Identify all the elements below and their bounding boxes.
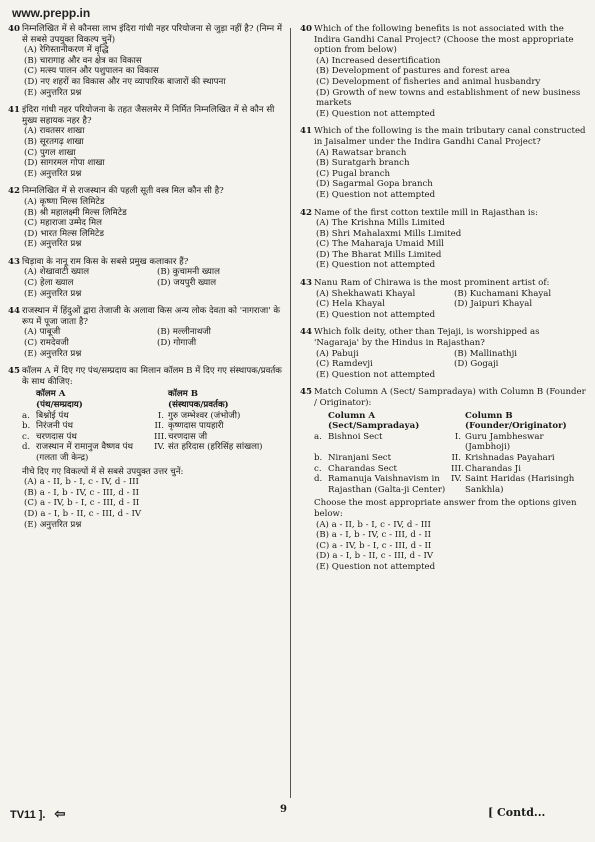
- column-divider: [290, 28, 291, 798]
- option: (A) रेगिस्तानीकरण में वृद्धि: [24, 45, 109, 56]
- option: (E) Question not attempted: [316, 260, 436, 271]
- column-a-subheader: (पंथ/सम्प्रदाय): [36, 400, 83, 410]
- column-b-subheader: (संस्थापक/प्रवर्तक): [168, 400, 229, 410]
- option: (B) श्री महालक्ष्मी मिल्स लिमिटेड: [24, 207, 127, 218]
- row-value-b: Saint Haridas (Harisingh Sankhla): [465, 474, 575, 495]
- row-value-a: निरंजनी पंथ: [36, 421, 73, 432]
- question-42: [8, 186, 284, 250]
- row-value-a: Charandas Sect: [328, 463, 398, 474]
- option: (E) Question not attempted: [316, 369, 436, 380]
- option: (C) रामदेवजी: [24, 338, 69, 349]
- question-number: 42: [300, 207, 312, 218]
- option: (A) a - II, b - I, c - IV, d - III: [316, 519, 431, 530]
- blank: [22, 400, 34, 411]
- row-value-b: गुरु जम्भेश्वर (जंभोजी): [168, 410, 241, 421]
- option: (C) महाराजा उम्मेद मिल: [24, 218, 102, 229]
- option: (D) Jaipuri Khayal: [454, 299, 533, 310]
- question-number: 45: [300, 387, 312, 398]
- question-text: निम्नलिखित में से कौनसा लाभ इंदिरा गांधी नहर परियोजना से जुड़ा नहीं है? (निम्न में से सबसे उपयुक्त विकल्प चुनें): [22, 24, 283, 45]
- question-number: 41: [8, 105, 20, 116]
- row-key-b: I.: [454, 431, 461, 442]
- blank: [314, 421, 326, 432]
- blank: [22, 389, 34, 400]
- row-value-b: Guru Jambheswar (Jambhoji): [465, 431, 544, 453]
- question-text: Name of the first cotton textile mill in Rajasthan is:: [314, 207, 538, 218]
- row-key-b: IV.: [154, 442, 165, 453]
- question-text: निम्नलिखित में से राजस्थान की पहली सूती वस्त्र मिल कौन सी है?: [22, 186, 224, 197]
- option: (C) Development of fisheries and animal husbandry: [316, 76, 541, 87]
- option-row: [22, 338, 284, 349]
- option: (A) Pabuji: [316, 348, 359, 359]
- option: (E) Question not attempted: [316, 309, 436, 320]
- question-45: [300, 387, 586, 572]
- question-number: 45: [8, 366, 20, 377]
- option: (B) Shri Mahalaxmi Mills Limited: [316, 228, 462, 239]
- option: (B) सूरतगढ़ शाखा: [24, 136, 84, 147]
- option: (A) Increased desertification: [316, 55, 441, 66]
- row-value-b: चरणदास जी: [168, 431, 208, 442]
- option: (E) अनुत्तरित प्रश्न: [24, 519, 82, 530]
- continued-label: [ Contd...: [488, 806, 546, 819]
- option: (C) पुगल शाखा: [24, 147, 76, 158]
- match-table: [314, 411, 586, 496]
- row-value-a: बिश्नोई पंथ: [36, 410, 69, 421]
- option: (E) Question not attempted: [316, 189, 436, 200]
- row-key-b: III.: [154, 431, 167, 442]
- option: (D) The Bharat Mills Limited: [316, 249, 442, 260]
- question-text: Which of the following benefits is not associated with the Indira Gandhi Canal Project? (Choose the most appropriate option from below): [314, 24, 574, 56]
- option-row: [314, 289, 586, 300]
- row-value-a: Niranjani Sect: [328, 452, 392, 463]
- option: (A) रावतसर शाखा: [24, 126, 85, 137]
- question-number: 41: [300, 126, 312, 137]
- row-key-b: II.: [451, 452, 461, 463]
- option: (B) Development of pastures and forest area: [316, 66, 510, 77]
- option: (B) Suratgarh branch: [316, 158, 410, 169]
- option: (C) a - IV, b - I, c - III, d - II: [316, 540, 432, 551]
- row-value-a: चरणदास पंथ: [36, 431, 77, 442]
- option: (C) a - IV, b - I, c - III, d - II: [24, 498, 140, 509]
- option: (E) Question not attempted: [316, 108, 436, 119]
- hindi-column: [8, 24, 284, 537]
- blank: [451, 411, 463, 422]
- option: (E) अनुत्तरित प्रश्न: [24, 288, 82, 299]
- option: (A) The Krishna Mills Limited: [316, 218, 445, 229]
- question-44: [8, 306, 284, 359]
- english-column: [300, 24, 586, 580]
- row-key-b: IV.: [451, 474, 462, 485]
- question-text: चिड़ावा के नानू राम किस के सबसे प्रमुख कलाकार हैं?: [22, 256, 189, 267]
- option: (A) पाबूजी: [24, 327, 61, 338]
- row-key-a: c.: [314, 463, 322, 474]
- site-url: www.prepp.in: [12, 6, 91, 20]
- option: (A) a - II, b - I, c - IV, d - III: [24, 477, 139, 488]
- row-key-a: d.: [314, 474, 323, 485]
- question-42: [300, 208, 586, 272]
- option: (A) कृष्णा मिल्स लिमिटेड: [24, 196, 105, 207]
- column-a-subheader: (Sect/Sampradaya): [328, 421, 420, 432]
- column-a-header: Column A: [328, 410, 376, 421]
- row-key-a: a.: [22, 410, 30, 421]
- row-value-b: Krishnadas Payahari: [465, 452, 555, 463]
- question-number: 43: [8, 256, 20, 267]
- option: (E) Question not attempted: [316, 561, 436, 572]
- question-40: [300, 24, 586, 119]
- option: (D) a - I, b - II, c - III, d - IV: [24, 508, 142, 519]
- row-key-b: I.: [157, 410, 164, 421]
- option: (C) मत्स्य पालन और पशुपालन का विकास: [24, 66, 159, 77]
- option: (D) गोगाजी: [157, 338, 197, 349]
- question-text: Nanu Ram of Chirawa is the most prominent artist of:: [314, 278, 550, 289]
- option: (D) Growth of new towns and establishment of new business markets: [316, 87, 581, 109]
- option: (D) Gogaji: [454, 359, 499, 370]
- row-value-a: Bishnoi Sect: [328, 431, 383, 442]
- question-text: इंदिरा गांधी नहर परियोजना के तहत जैसलमेर में निर्मित निम्नलिखित में से कौन सी मुख्य सहायक नहर है?: [22, 105, 275, 126]
- row-key-a: d.: [22, 442, 31, 453]
- option: (B) कुचामनी ख्याल: [157, 267, 220, 278]
- option-row: [22, 267, 284, 278]
- question-number: 40: [8, 24, 20, 34]
- question-text: Which of the following is the main tributary canal constructed in Jaisalmer under the Indira Gandhi Canal Project?: [314, 126, 586, 147]
- option: (D) सागरमल गोपा शाखा: [24, 158, 105, 169]
- blank: [451, 421, 463, 432]
- option: (C) Pugal branch: [316, 168, 391, 179]
- question-44: [300, 327, 586, 380]
- choose-instruction: नीचे दिए गए विकल्पों में से सबसे उपयुक्त उत्तर चुनें:: [22, 466, 184, 477]
- option: (C) हेला ख्याल: [24, 278, 74, 289]
- row-key-b: III.: [451, 463, 464, 474]
- option: (A) Shekhawati Khayal: [316, 288, 416, 299]
- row-key-a: a.: [314, 431, 322, 442]
- question-text: कॉलम A में दिए गए पंथ/सम्प्रदाय का मिलान कॉलम B में दिए गए संस्थापक/प्रवर्तक के साथ कीजिए:: [22, 366, 282, 387]
- option: (E) अनुत्तरित प्रश्न: [24, 348, 82, 359]
- row-value-b: संत हरिदास (हरिसिंह सांखला): [168, 442, 263, 453]
- question-text: Which folk deity, other than Tejaji, is worshipped as 'Nagaraja' by the Hindus in Rajasthan?: [314, 327, 540, 349]
- row-key-a: c.: [22, 431, 30, 442]
- option: (D) भारत मिल्स लिमिटेड: [24, 228, 104, 239]
- option: (C) Hela Khayal: [316, 299, 386, 310]
- option-row: [314, 359, 586, 370]
- question-text: Match Column A (Sect/ Sampradaya) with Column B (Founder / Originator):: [314, 387, 586, 408]
- option-row: [22, 278, 284, 289]
- question-41: [300, 126, 586, 200]
- question-40: [8, 24, 284, 98]
- option-row: [314, 299, 586, 310]
- option: (E) अनुत्तरित प्रश्न: [24, 168, 82, 179]
- option: (A) शेखावाटी ख्याल: [24, 267, 90, 278]
- option: (D) Sagarmal Gopa branch: [316, 179, 433, 190]
- row-value-a: राजस्थान में रामानुज वैष्णव पंथ (गलता जी केन्द्र): [36, 442, 134, 463]
- option: (B) a - I, b - IV, c - III, d - II: [316, 530, 432, 541]
- question-number: 40: [300, 24, 312, 34]
- row-key-a: b.: [22, 421, 31, 432]
- blank: [154, 389, 166, 400]
- question-number: 44: [300, 327, 312, 338]
- question-number: 44: [8, 306, 20, 317]
- option: (B) a - I, b - IV, c - III, d - II: [24, 487, 140, 498]
- page-number: 9: [280, 804, 287, 815]
- option: (B) Kuchamani Khayal: [454, 288, 552, 299]
- row-value-b: Charandas Ji: [465, 463, 521, 474]
- option: (E) अनुत्तरित प्रश्न: [24, 239, 82, 250]
- option: (D) जयपुरी ख्याल: [157, 278, 217, 289]
- option: (A) Rawatsar branch: [316, 147, 407, 158]
- question-45: [8, 366, 284, 530]
- footer-code-text: TV11: [10, 809, 36, 821]
- question-number: 43: [300, 278, 312, 289]
- row-value-b: कृष्णदास पायहारी: [168, 421, 224, 432]
- blank: [154, 400, 166, 411]
- question-43: [300, 278, 586, 320]
- option: (D) a - I, b - II, c - III, d - IV: [316, 551, 434, 562]
- question-number: 42: [8, 186, 20, 197]
- left-arrow-icon: ⇦: [54, 806, 66, 821]
- option: (B) मल्लीनाथजी: [157, 327, 211, 338]
- option: (C) The Maharaja Umaid Mill: [316, 239, 444, 250]
- option-row: [314, 349, 586, 360]
- row-key-b: II.: [154, 421, 164, 432]
- option: (B) चारागाह और वन क्षेत्र का विकास: [24, 55, 142, 66]
- column-a-header: कॉलम A: [36, 389, 66, 400]
- option-row: [22, 327, 284, 338]
- column-b-header: Column B: [465, 410, 513, 421]
- column-b-subheader: (Founder/Originator): [465, 421, 567, 432]
- option: (C) Ramdevji: [316, 359, 373, 370]
- question-text: राजस्थान में हिंदुओं द्वारा तेजाजी के अलावा किस अन्य लोक देवता को 'नागराजा' के रूप में पूजा जाता है?: [22, 306, 280, 327]
- row-key-a: b.: [314, 452, 323, 463]
- blank: [314, 411, 326, 422]
- footer-code: TV11 ]. ⇦: [10, 806, 66, 821]
- option: (D) नए शहरों का विकास और नए व्यापारिक बाजारों की स्थापना: [24, 76, 226, 87]
- match-table: [22, 389, 284, 463]
- option: (B) Mallinathji: [454, 348, 517, 359]
- question-41: [8, 105, 284, 179]
- question-43: [8, 257, 284, 299]
- column-b-header: कॉलम B: [168, 389, 199, 400]
- option: (E) अनुत्तरित प्रश्न: [24, 87, 82, 98]
- choose-instruction: Choose the most appropriate answer from the options given below:: [314, 498, 577, 519]
- row-value-a: Ramanuja Vaishnavism in Rajasthan (Galta-ji Center): [328, 474, 446, 495]
